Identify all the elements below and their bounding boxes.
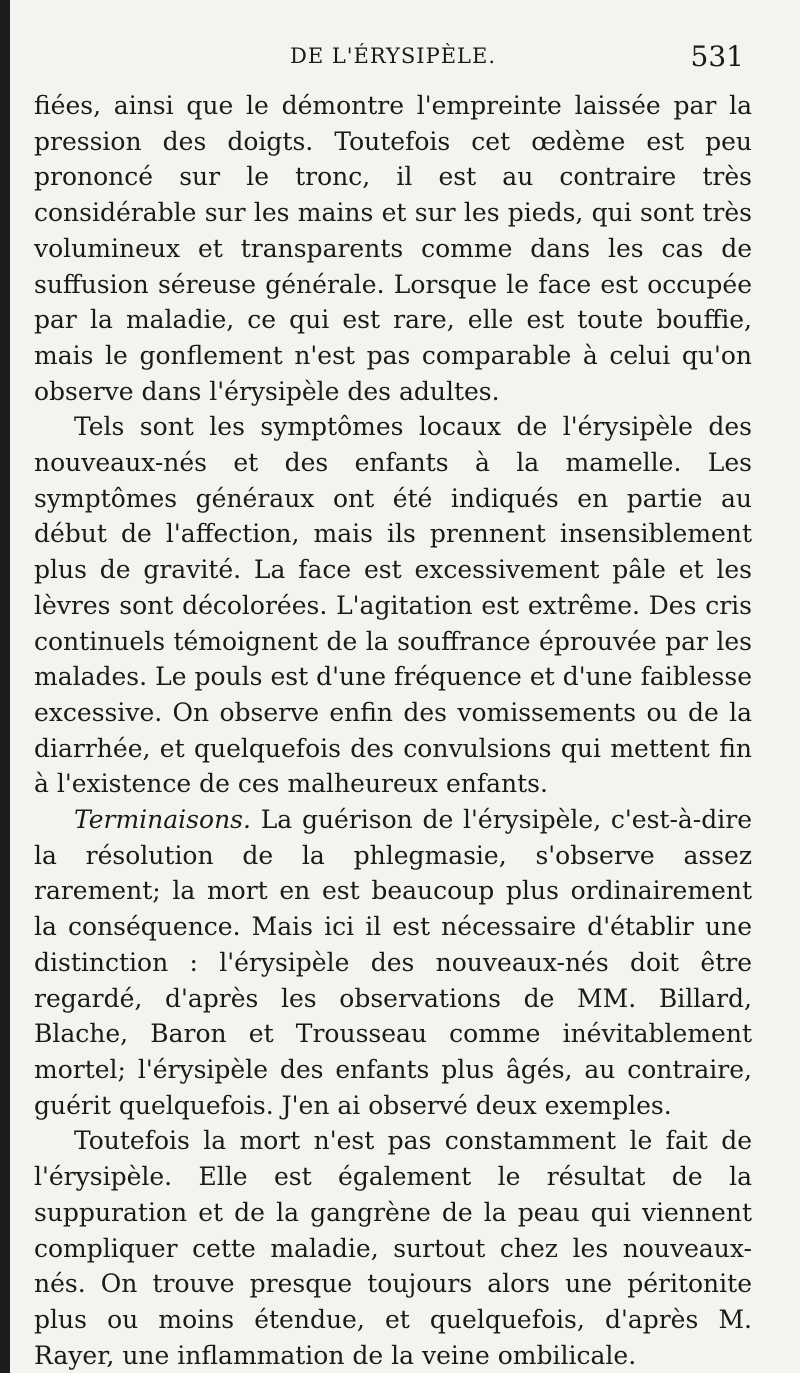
page-number: 531: [690, 40, 744, 73]
paragraph-4: Toutefois la mort n'est pas constamment le fait de l'érysipèle. Elle est également le résultat de la suppuration et de la gangrène de la peau qui viennent compliquer cette maladie, surtout chez les nouveaux-nés. On trouve presque toujours alors une péritonite plus ou moins étendue, et quelquefois, d'après M. Rayer, une inflammation de la veine ombilicale.: [34, 1126, 752, 1370]
paragraph-2: Tels sont les symptômes locaux de l'érysipèle des nouveaux-nés et des enfants à la mamelle. Les symptômes généraux ont été indiqués en partie au début de l'affection, mais ils prennent insensiblement plus de gravité. La face est excessivement pâle et les lèvres sont décolorées. L'agitation est extrême. Des cris continuels témoignent de la souffrance éprouvée par les malades. Le pouls est d'une fréquence et d'une faiblesse excessive. On observe enfin des vomissements ou de la diarrhée, et quelquefois des convulsions qui mettent fin à l'existence de ces malheureux enfants.: [34, 412, 752, 799]
section-heading-terminaisons: Terminaisons.: [74, 805, 251, 835]
running-head: DE L'ÉRYSIPÈLE.: [290, 44, 497, 68]
paragraph-3: [34, 802, 752, 1123]
page-header: [10, 40, 800, 80]
body-text: [34, 88, 752, 1373]
paragraph-1: fiées, ainsi que le démontre l'empreinte laissée par la pression des doigts. Toutefois cet œdème est peu prononcé sur le tronc, il est au contraire très considérable sur les mains et sur les pieds, qui sont très volumineux et transparents comme dans les cas de suffusion séreuse générale. Lorsque le face est occupée par la maladie, ce qui est rare, elle est toute bouffie, mais le gonflement n'est pas comparable à celui qu'on observe dans l'érysipèle des adultes.: [34, 91, 752, 406]
paragraph-3-text: La guérison de l'érysipèle, c'est-à-dire la résolution de la phlegmasie, s'observe assez rarement; la mort en est beaucoup plus ordinairement la conséquence. Mais ici il est nécessaire d'établir une distinction : l'érysipèle des nouveaux-nés doit être regardé, d'après les observations de MM. Billard, Blache, Baron et Trousseau comme inévitablement mortel; l'érysipèle des enfants plus âgés, au contraire, guérit quelquefois. J'en ai observé deux exemples.: [34, 805, 752, 1120]
